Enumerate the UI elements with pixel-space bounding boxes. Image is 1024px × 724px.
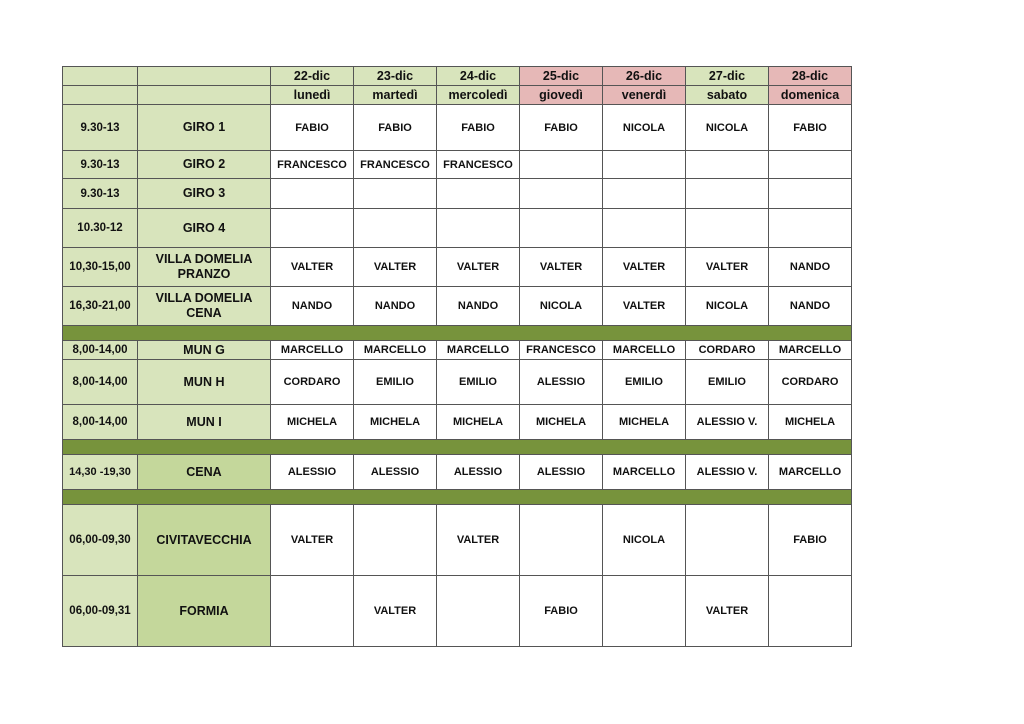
- assignment-cell: VALTER: [603, 248, 686, 287]
- schedule-row: [63, 179, 852, 209]
- header-weekday: sabato: [686, 86, 769, 105]
- header-date: 25-dic: [520, 67, 603, 86]
- shift-label: [138, 151, 271, 179]
- header-weekday-row: [63, 86, 852, 105]
- assignment-cell: [603, 576, 686, 647]
- assignment-cell: EMILIO: [437, 360, 520, 405]
- assignment-cell: [686, 151, 769, 179]
- assignment-cell: ALESSIO: [354, 455, 437, 490]
- schedule-row: [63, 209, 852, 248]
- shift-schedule-table: [62, 66, 852, 647]
- shift-time: 06,00-09,31: [63, 576, 138, 647]
- separator-bar: [63, 490, 852, 505]
- assignment-cell: FABIO: [769, 505, 852, 576]
- assignment-cell: MICHELA: [437, 405, 520, 440]
- assignment-cell: VALTER: [603, 287, 686, 326]
- shift-time: 16,30-21,00: [63, 287, 138, 326]
- assignment-cell: MICHELA: [769, 405, 852, 440]
- assignment-cell: MARCELLO: [437, 341, 520, 360]
- assignment-cell: [520, 209, 603, 248]
- assignment-cell: [603, 209, 686, 248]
- assignment-cell: [520, 179, 603, 209]
- assignment-cell: NICOLA: [603, 105, 686, 151]
- assignment-cell: ALESSIO V.: [686, 455, 769, 490]
- shift-label: [138, 248, 271, 287]
- assignment-cell: FRANCESCO: [271, 151, 354, 179]
- shift-label-line: GIRO 1: [182, 120, 226, 134]
- shift-label-line: GIRO 2: [182, 157, 226, 171]
- shift-label: [138, 179, 271, 209]
- assignment-cell: [437, 179, 520, 209]
- shift-time: 06,00-09,30: [63, 505, 138, 576]
- shift-time: 9.30-13: [63, 179, 138, 209]
- shift-label-line: GIRO 3: [182, 186, 226, 200]
- shift-time: 10.30-12: [63, 209, 138, 248]
- header-date: 26-dic: [603, 67, 686, 86]
- assignment-cell: ALESSIO: [271, 455, 354, 490]
- assignment-cell: [271, 179, 354, 209]
- assignment-cell: [769, 179, 852, 209]
- schedule-row: [63, 341, 852, 360]
- assignment-cell: FRANCESCO: [437, 151, 520, 179]
- assignment-cell: [769, 209, 852, 248]
- assignment-cell: [686, 209, 769, 248]
- assignment-cell: [686, 505, 769, 576]
- assignment-cell: NICOLA: [603, 505, 686, 576]
- assignment-cell: NANDO: [271, 287, 354, 326]
- assignment-cell: MARCELLO: [354, 341, 437, 360]
- header-date-row: [63, 67, 852, 86]
- shift-label: [138, 405, 271, 440]
- assignment-cell: CORDARO: [271, 360, 354, 405]
- assignment-cell: VALTER: [271, 248, 354, 287]
- assignment-cell: MARCELLO: [603, 341, 686, 360]
- assignment-cell: ALESSIO V.: [686, 405, 769, 440]
- shift-time: 8,00-14,00: [63, 360, 138, 405]
- schedule-row: [63, 360, 852, 405]
- assignment-cell: [271, 576, 354, 647]
- assignment-cell: FABIO: [437, 105, 520, 151]
- assignment-cell: [603, 179, 686, 209]
- header-date: 24-dic: [437, 67, 520, 86]
- shift-label-line: VILLA DOMELIA: [155, 252, 253, 266]
- shift-label: [138, 209, 271, 248]
- separator-bar: [63, 326, 852, 341]
- header-weekday: mercoledì: [437, 86, 520, 105]
- schedule-row: [63, 151, 852, 179]
- schedule-row: [63, 105, 852, 151]
- assignment-cell: VALTER: [520, 248, 603, 287]
- shift-label-line: MUN I: [186, 414, 222, 429]
- shift-label-line: CIVITAVECCHIA: [156, 532, 252, 547]
- shift-label-line: FORMIA: [179, 603, 229, 618]
- assignment-cell: [520, 151, 603, 179]
- shift-label: [138, 505, 271, 576]
- assignment-cell: NANDO: [437, 287, 520, 326]
- shift-label: [138, 105, 271, 151]
- assignment-cell: [437, 576, 520, 647]
- assignment-cell: [769, 576, 852, 647]
- separator-bar: [63, 440, 852, 455]
- assignment-cell: MARCELLO: [271, 341, 354, 360]
- assignment-cell: FABIO: [354, 105, 437, 151]
- assignment-cell: [271, 209, 354, 248]
- assignment-cell: EMILIO: [603, 360, 686, 405]
- shift-label-line: PRANZO: [177, 267, 231, 281]
- header-date: 27-dic: [686, 67, 769, 86]
- shift-label: [138, 341, 271, 360]
- header-blank-time: [63, 67, 138, 86]
- assignment-cell: NANDO: [354, 287, 437, 326]
- shift-label: [138, 455, 271, 490]
- assignment-cell: NICOLA: [686, 287, 769, 326]
- assignment-cell: MARCELLO: [769, 341, 852, 360]
- assignment-cell: VALTER: [686, 576, 769, 647]
- shift-time: 10,30-15,00: [63, 248, 138, 287]
- assignment-cell: VALTER: [437, 505, 520, 576]
- header-blank-label: [138, 67, 271, 86]
- assignment-cell: FRANCESCO: [354, 151, 437, 179]
- assignment-cell: VALTER: [686, 248, 769, 287]
- assignment-cell: MICHELA: [354, 405, 437, 440]
- assignment-cell: [354, 179, 437, 209]
- shift-label: [138, 576, 271, 647]
- assignment-cell: FABIO: [769, 105, 852, 151]
- assignment-cell: CORDARO: [769, 360, 852, 405]
- assignment-cell: MICHELA: [271, 405, 354, 440]
- assignment-cell: NICOLA: [520, 287, 603, 326]
- assignment-cell: [354, 505, 437, 576]
- assignment-cell: ALESSIO: [437, 455, 520, 490]
- assignment-cell: [437, 209, 520, 248]
- header-weekday: giovedì: [520, 86, 603, 105]
- header-weekday: lunedì: [271, 86, 354, 105]
- shift-time: 14,30 -19,30: [63, 455, 138, 490]
- assignment-cell: FRANCESCO: [520, 341, 603, 360]
- shift-label-line: VILLA DOMELIA: [155, 291, 253, 305]
- section-separator: [63, 326, 852, 341]
- shift-label-line: MUN H: [183, 374, 225, 389]
- assignment-cell: EMILIO: [686, 360, 769, 405]
- assignment-cell: VALTER: [354, 248, 437, 287]
- assignment-cell: [769, 151, 852, 179]
- assignment-cell: MICHELA: [520, 405, 603, 440]
- assignment-cell: NICOLA: [686, 105, 769, 151]
- assignment-cell: FABIO: [520, 576, 603, 647]
- assignment-cell: NANDO: [769, 287, 852, 326]
- section-separator: [63, 490, 852, 505]
- shift-label-line: CENA: [186, 306, 222, 320]
- shift-time: 8,00-14,00: [63, 341, 138, 360]
- shift-label: [138, 360, 271, 405]
- shift-time: 9.30-13: [63, 151, 138, 179]
- assignment-cell: ALESSIO: [520, 455, 603, 490]
- shift-label: [138, 287, 271, 326]
- assignment-cell: EMILIO: [354, 360, 437, 405]
- header-weekday: martedì: [354, 86, 437, 105]
- assignment-cell: FABIO: [271, 105, 354, 151]
- shift-time: 8,00-14,00: [63, 405, 138, 440]
- schedule-row: [63, 455, 852, 490]
- assignment-cell: CORDARO: [686, 341, 769, 360]
- assignment-cell: [520, 505, 603, 576]
- shift-label-line: MUN G: [183, 342, 225, 357]
- assignment-cell: VALTER: [437, 248, 520, 287]
- header-weekday: venerdì: [603, 86, 686, 105]
- header-date: 28-dic: [769, 67, 852, 86]
- header-date: 22-dic: [271, 67, 354, 86]
- shift-time: 9.30-13: [63, 105, 138, 151]
- schedule-row: [63, 287, 852, 326]
- section-separator: [63, 440, 852, 455]
- assignment-cell: [686, 179, 769, 209]
- assignment-cell: MICHELA: [603, 405, 686, 440]
- assignment-cell: VALTER: [271, 505, 354, 576]
- assignment-cell: VALTER: [354, 576, 437, 647]
- assignment-cell: FABIO: [520, 105, 603, 151]
- assignment-cell: [354, 209, 437, 248]
- header-blank-time: [63, 86, 138, 105]
- header-blank-label: [138, 86, 271, 105]
- header-date: 23-dic: [354, 67, 437, 86]
- assignment-cell: MARCELLO: [769, 455, 852, 490]
- schedule-row: [63, 576, 852, 647]
- shift-label-line: GIRO 4: [182, 220, 226, 235]
- schedule-row: [63, 505, 852, 576]
- shift-label-line: CENA: [186, 464, 222, 479]
- assignment-cell: MARCELLO: [603, 455, 686, 490]
- header-weekday: domenica: [769, 86, 852, 105]
- assignment-cell: NANDO: [769, 248, 852, 287]
- schedule-row: [63, 405, 852, 440]
- assignment-cell: [603, 151, 686, 179]
- assignment-cell: ALESSIO: [520, 360, 603, 405]
- schedule-row: [63, 248, 852, 287]
